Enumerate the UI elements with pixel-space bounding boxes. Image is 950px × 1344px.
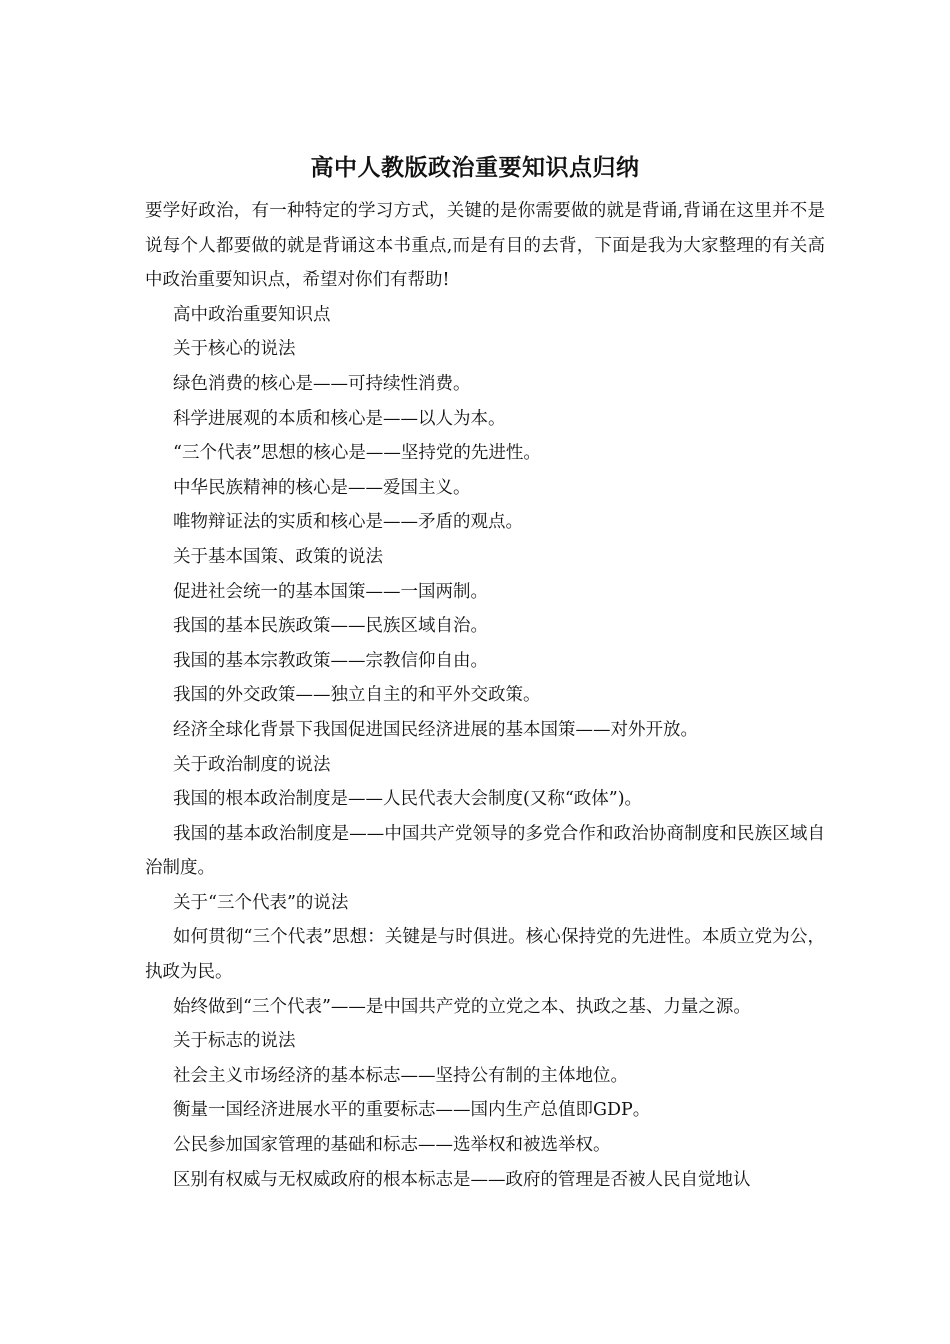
body-paragraph: 关于“三个代表”的说法 <box>173 892 349 913</box>
body-paragraph: 关于核心的说法 <box>173 339 296 360</box>
body-paragraph: 促进社会统一的基本国策——一国两制。 <box>173 581 488 602</box>
body-paragraph: 社会主义市场经济的基本标志——坚持公有制的主体地位。 <box>173 1065 628 1086</box>
body-paragraph: “三个代表”思想的核心是——坚持党的先进性。 <box>173 443 541 464</box>
body-paragraph: 如何贯彻“三个代表”思想：关键是与时俱进。核心保持党的先进性。本质立党为公，执政为民。 <box>145 927 825 983</box>
body-paragraph: 我国的外交政策——独立自主的和平外交政策。 <box>173 685 541 706</box>
body-paragraph: 我国的基本政治制度是——中国共产党领导的多党合作和政治协商制度和民族区域自治制度。 <box>145 823 825 879</box>
body-paragraph: 高中政治重要知识点 <box>173 304 331 325</box>
document-body <box>145 194 825 1197</box>
body-paragraph: 关于政治制度的说法 <box>173 754 331 775</box>
body-paragraph: 唯物辩证法的实质和核心是——矛盾的观点。 <box>173 512 523 533</box>
body-paragraph: 经济全球化背景下我国促进国民经济进展的基本国策——对外开放。 <box>173 719 698 740</box>
body-paragraph: 绿色消费的核心是——可持续性消费。 <box>173 373 471 394</box>
body-paragraph: 中华民族精神的核心是——爱国主义。 <box>173 477 471 498</box>
body-paragraph: 我国的基本民族政策——民族区域自治。 <box>173 616 488 637</box>
body-paragraph: 我国的基本宗教政策——宗教信仰自由。 <box>173 650 488 671</box>
body-paragraph: 区别有权威与无权威政府的根本标志是——政府的管理是否被人民自觉地认 <box>173 1169 751 1190</box>
document-title: 高中人教版政治重要知识点归纳 <box>310 154 640 181</box>
body-paragraph: 要学好政治，有一种特定的学习方式，关键的是你需要做的就是背诵,背诵在这里并不是说每个人都要做的就是背诵这本书重点,而是有目的去背，下面是我为大家整理的有关高中政治重要知识点，希望对你们有帮助! <box>145 201 825 291</box>
body-paragraph: 关于基本国策、政策的说法 <box>173 546 383 567</box>
body-paragraph: 关于标志的说法 <box>173 1031 296 1052</box>
body-paragraph: 科学进展观的本质和核心是——以人为本。 <box>173 408 506 429</box>
body-paragraph: 我国的根本政治制度是——人民代表大会制度(又称“政体”)。 <box>173 789 643 810</box>
body-paragraph: 衡量一国经济进展水平的重要标志——国内生产总值即GDP。 <box>173 1100 651 1121</box>
body-paragraph: 公民参加国家管理的基础和标志——选举权和被选举权。 <box>173 1135 611 1156</box>
body-paragraph: 始终做到“三个代表”——是中国共产党的立党之本、执政之基、力量之源。 <box>173 996 751 1017</box>
